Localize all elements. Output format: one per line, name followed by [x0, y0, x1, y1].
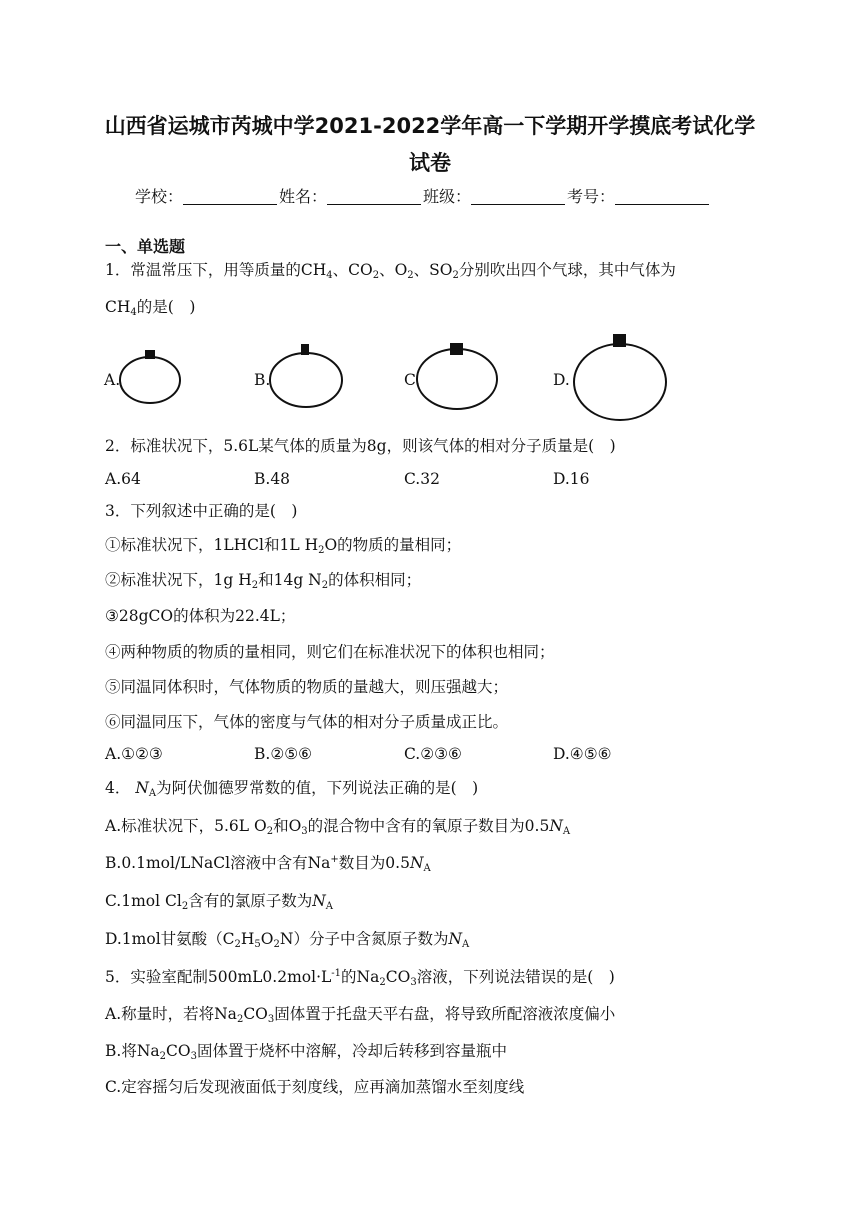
q3-statement-1: ①标准状况下，1LHCl和1L $H_2O$的物质的量相同；	[105, 536, 462, 556]
q3-statement-4: ④两种物质的物质的量相同，则它们在标准状况下的体积也相同；	[105, 643, 555, 661]
q3-option-d[interactable]: D.④⑤⑥	[553, 745, 612, 763]
q5-option-a[interactable]: A.称量时，若将$Na_2CO_3$固体置于托盘天平右盘，将导致所配溶液浓度偏小	[105, 1005, 616, 1025]
q1-stem-line2: $CH_4$的是( )	[105, 298, 196, 318]
q5-stem: 5．实验室配制$500mL0.2mol\cdot L^{-1}$的$Na_2CO_3$溶液，下列说法错误的是( )	[105, 968, 615, 988]
q3-option-a[interactable]: A.①②③	[105, 745, 163, 763]
q4-option-b[interactable]: B.0.1mol/LNaCl溶液中含有Na+数目为$0.5N_A$	[105, 854, 431, 874]
q4-stem: 4． $N_A$为阿伏伽德罗常数的值，下列说法正确的是( )	[105, 779, 479, 799]
q2-option-b[interactable]: B.48	[254, 470, 291, 488]
balloon-b-icon	[270, 344, 342, 407]
q3-option-c[interactable]: C.②③⑥	[404, 745, 462, 763]
exam-title-line2: 试卷	[409, 151, 451, 175]
q5-option-c[interactable]: C.定容摇匀后发现液面低于刻度线，应再滴加蒸馏水至刻度线	[105, 1078, 525, 1096]
q1-balloon-figures	[0, 325, 860, 430]
q2-option-a[interactable]: A.64	[105, 470, 141, 488]
q1-option-a[interactable]: A.	[104, 371, 121, 389]
q2-option-c[interactable]: C.32	[404, 470, 440, 488]
q3-statement-6: ⑥同温同压下，气体的密度与气体的相对分子质量成正比。	[105, 713, 509, 731]
school-label: 学校：	[135, 187, 184, 206]
school-blank[interactable]	[183, 188, 277, 205]
name-label: 姓名：	[279, 187, 328, 206]
exam-title-line1: 山西省运城市芮城中学2021-2022学年高一下学期开学摸底考试化学	[104, 114, 756, 138]
balloon-d-icon	[574, 334, 666, 420]
q1-option-c[interactable]: C.	[404, 371, 421, 389]
class-label: 班级：	[423, 187, 472, 206]
q3-statement-2: ②标准状况下，1g $H_2$和14g $N_2$的体积相同；	[105, 571, 422, 591]
q1-stem: 1．常温常压下，用等质量的$CH_4$、$CO_2$、$O_2$、$SO_2$分别吹出四个气球，其中气体为	[105, 261, 676, 281]
exam-number-blank[interactable]	[615, 188, 709, 205]
q4-option-a[interactable]: A.标准状况下，5.6L $O_2$和$O_3$的混合物中含有的氧原子数目为$0.5N_A$	[105, 817, 571, 837]
q1-option-b[interactable]: B.	[254, 371, 271, 389]
q3-option-b[interactable]: B.②⑤⑥	[254, 745, 313, 763]
q4-option-c[interactable]: C.1mol $Cl_2$含有的氯原子数为$N_A$	[105, 892, 334, 912]
q4-option-d[interactable]: D.1mol甘氨酸$(C_2H_5O_2N)$分子中含氮原子数为$N_A$	[105, 930, 470, 950]
q3-statement-3: ③28gCO的体积为22.4L；	[105, 607, 296, 625]
exam-number-label: 考号：	[567, 187, 616, 206]
class-blank[interactable]	[471, 188, 565, 205]
balloon-c-icon	[417, 343, 497, 409]
student-info-row	[135, 184, 711, 207]
section-title: 一、单选题	[105, 237, 186, 256]
q3-statement-5: ⑤同温同体积时，气体物质的物质的量越大，则压强越大；	[105, 678, 509, 696]
balloon-a-icon	[120, 350, 180, 403]
q1-option-d[interactable]: D.	[553, 371, 570, 389]
q5-option-b[interactable]: B.将$Na_2CO_3$固体置于烧杯中溶解，冷却后转移到容量瓶中	[105, 1042, 507, 1062]
q3-stem: 3．下列叙述中正确的是( )	[105, 502, 298, 520]
q2-option-d[interactable]: D.16	[553, 470, 590, 488]
q2-stem: 2．标准状况下，5.6L某气体的质量为8g，则该气体的相对分子质量是( )	[105, 437, 616, 455]
name-blank[interactable]	[327, 188, 421, 205]
